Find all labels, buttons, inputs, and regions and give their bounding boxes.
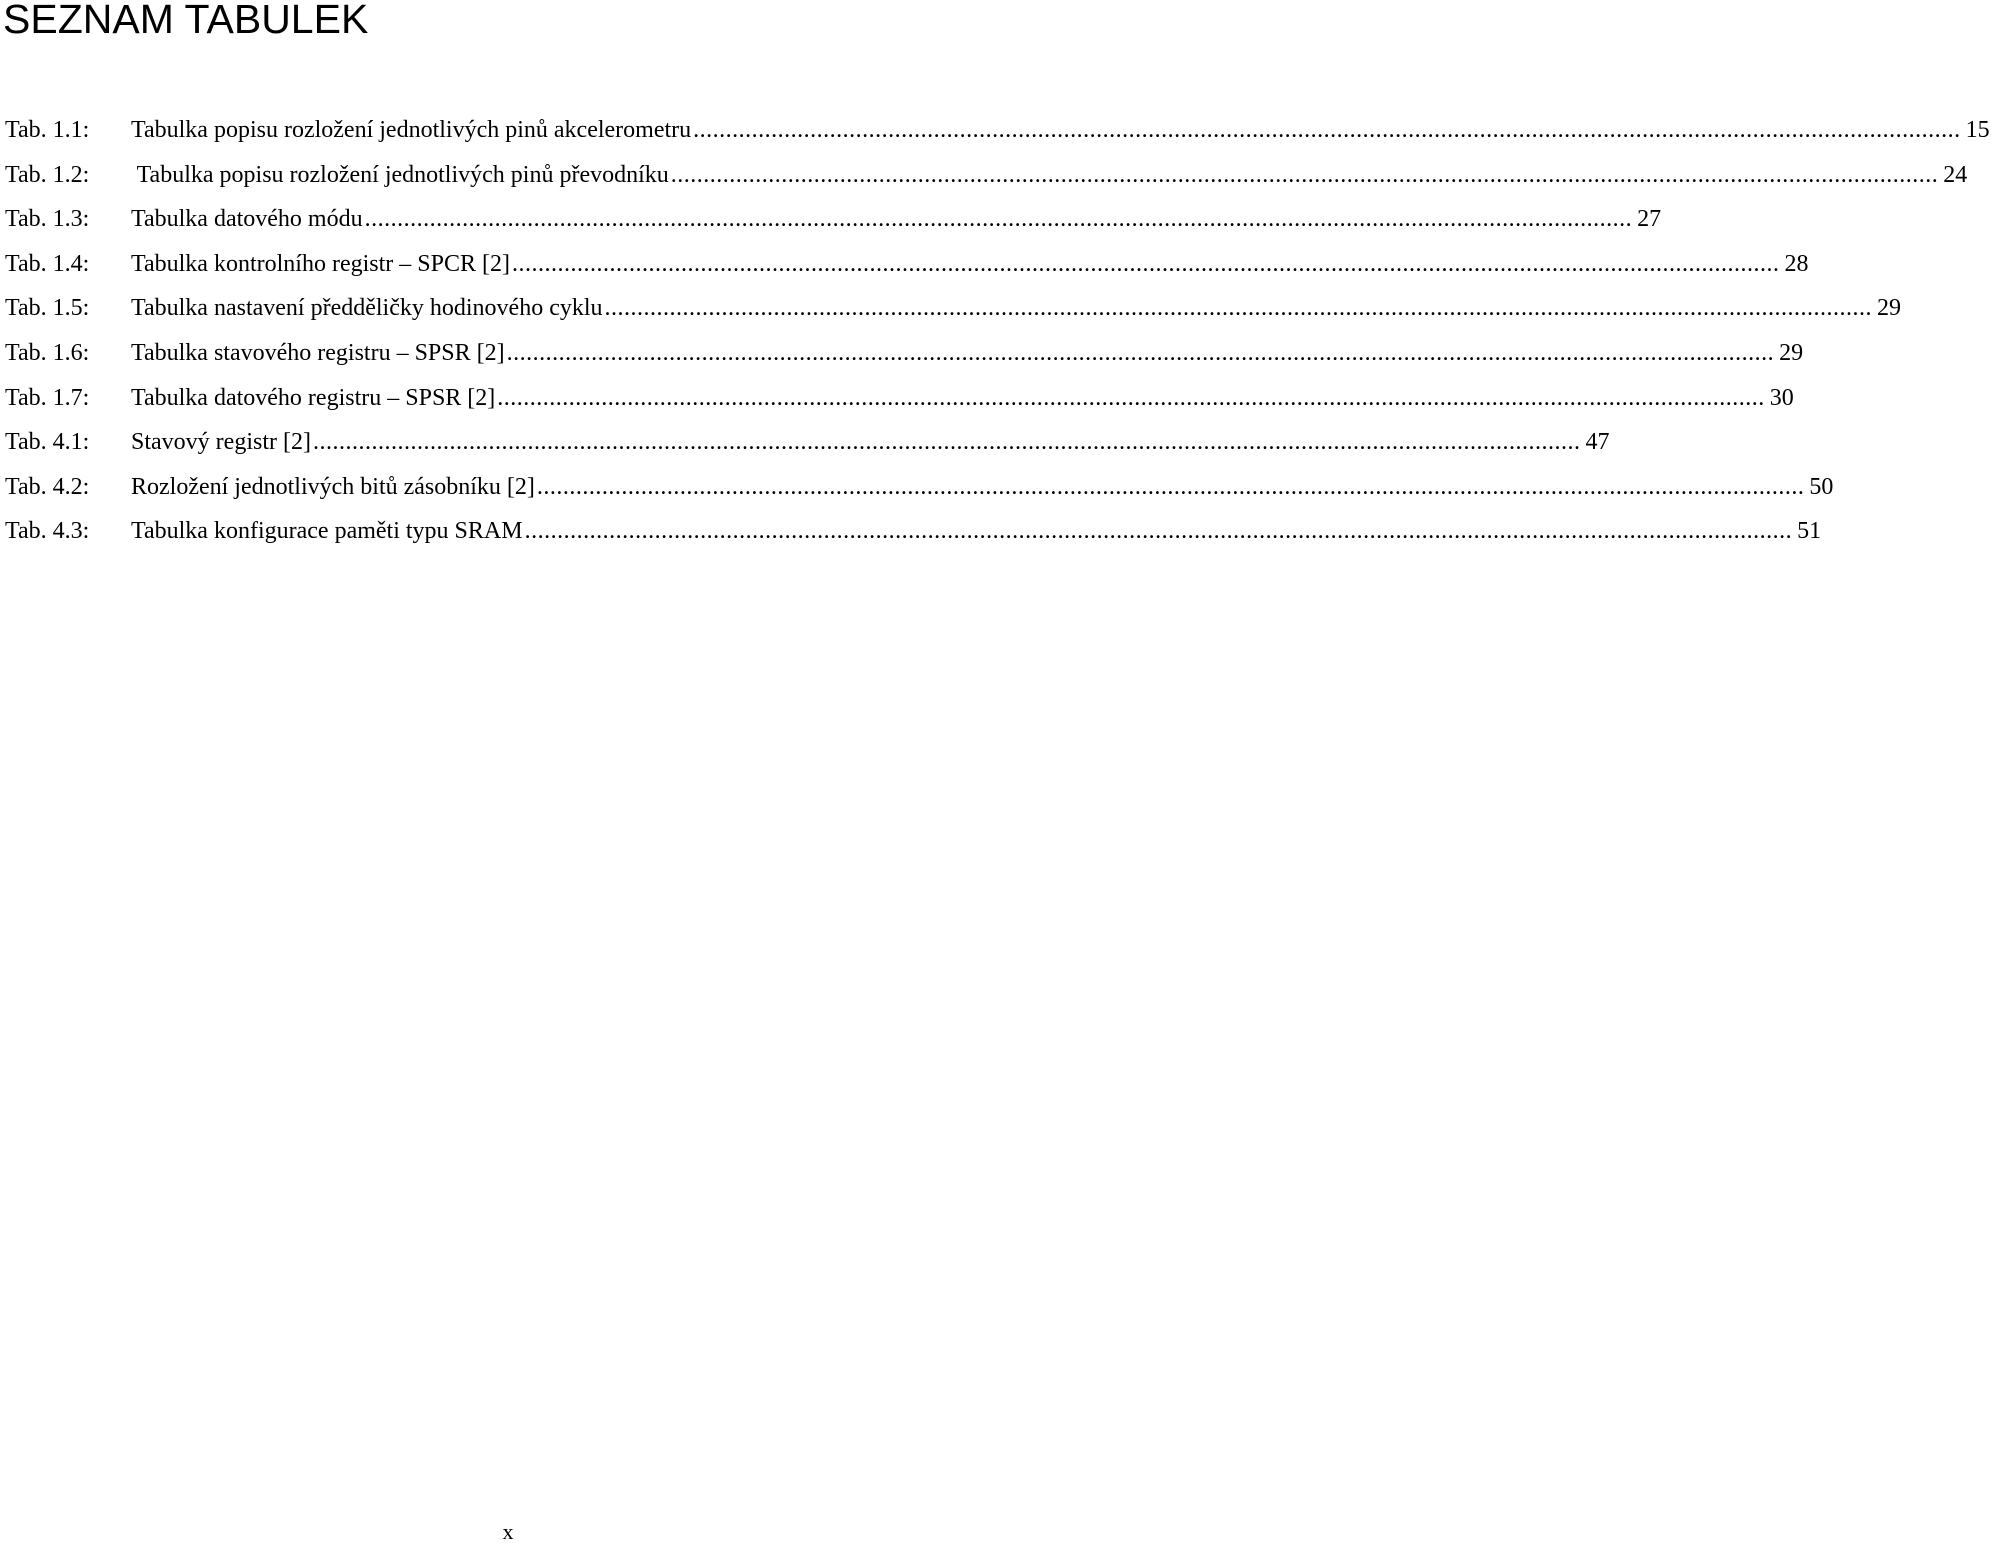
table-list-entry[interactable] <box>0 153 1968 198</box>
footer-page-number: x <box>502 1519 514 1544</box>
page-number: 47 <box>1585 429 1610 456</box>
dot-leader <box>363 197 1633 242</box>
table-title: Tabulka kontrolního registr – SPCR [2] <box>131 250 510 277</box>
page-number: 29 <box>1877 295 1902 322</box>
table-list-entry[interactable] <box>0 242 1809 287</box>
table-list-entry[interactable] <box>0 108 1990 153</box>
table-title: Tabulka stavového registru – SPSR [2] <box>131 339 505 366</box>
page-number: 15 <box>1965 117 1990 143</box>
table-title: Rozložení jednotlivých bitů zásobníku [2] <box>131 473 535 500</box>
table-list-entry[interactable] <box>0 286 1902 331</box>
page-number: 51 <box>1797 518 1822 545</box>
table-title: Stavový registr [2] <box>131 429 311 456</box>
table-number: Tab. 4.1: <box>5 429 90 456</box>
table-title: Tabulka datového registru – SPSR [2] <box>131 384 496 411</box>
dot-leader <box>505 331 1775 376</box>
table-list-entry[interactable] <box>0 509 1822 554</box>
dot-leader <box>510 242 1780 287</box>
table-title: Tabulka nastavení předděličky hodinového cyklu <box>131 295 603 322</box>
page-number: 30 <box>1769 384 1794 411</box>
table-title: Tabulka popisu rozložení jednotlivých pinů akcelerometru <box>131 117 692 143</box>
table-title: Tabulka konfigurace paměti typu SRAM <box>131 518 523 545</box>
table-number: Tab. 1.1: <box>5 117 90 143</box>
table-list-entry[interactable] <box>0 465 1834 510</box>
table-number: Tab. 1.6: <box>5 339 90 366</box>
table-list-entry[interactable] <box>0 376 1794 421</box>
table-number: Tab. 4.2: <box>5 473 90 500</box>
dot-leader <box>523 509 1793 554</box>
table-title: Tabulka datového módu <box>131 206 363 233</box>
page-title: SEZNAM TABULEK <box>3 0 369 42</box>
table-title: Tabulka popisu rozložení jednotlivých pinů převodníku <box>131 161 669 188</box>
page-number: 29 <box>1779 339 1804 366</box>
table-number: Tab. 1.4: <box>5 250 90 277</box>
table-number: Tab. 1.3: <box>5 206 90 233</box>
page-number: 27 <box>1637 206 1662 233</box>
dot-leader <box>691 108 1961 153</box>
page-number: 50 <box>1809 473 1834 500</box>
page-number: 24 <box>1943 161 1968 188</box>
page-number: 28 <box>1784 250 1809 277</box>
table-list <box>0 108 1990 554</box>
table-list-entry[interactable] <box>0 331 1804 376</box>
table-number: Tab. 4.3: <box>5 518 90 545</box>
table-list-entry[interactable] <box>0 420 1610 465</box>
dot-leader <box>603 286 1873 331</box>
dot-leader <box>669 153 1939 198</box>
table-number: Tab. 1.2: <box>5 161 90 188</box>
dot-leader <box>535 465 1805 510</box>
table-list-entry[interactable] <box>0 197 1662 242</box>
table-number: Tab. 1.7: <box>5 384 90 411</box>
dot-leader <box>495 376 1765 421</box>
table-number: Tab. 1.5: <box>5 295 90 322</box>
dot-leader <box>311 420 1581 465</box>
